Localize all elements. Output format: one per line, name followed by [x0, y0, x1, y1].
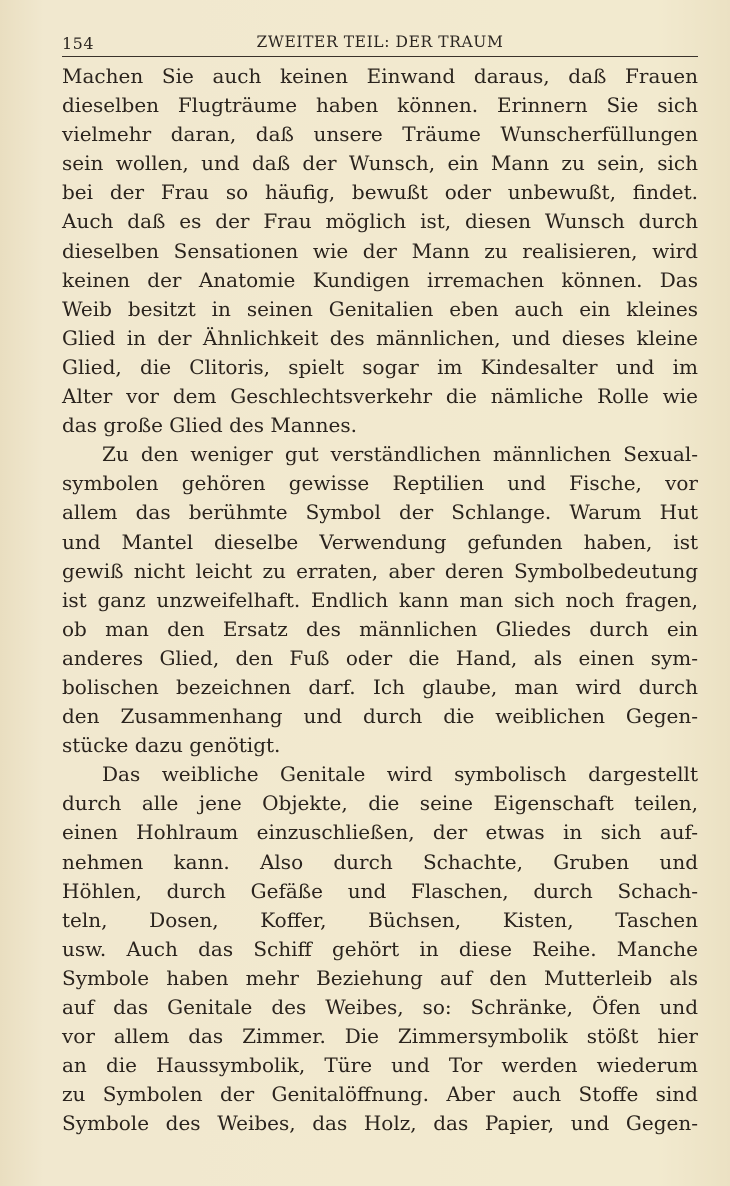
text-line: Glied in der Ähnlichkeit des männlichen, und dieses kleine: [62, 325, 698, 350]
text-line: an die Haussymbolik, Türe und Tor werden wiederum: [62, 1053, 698, 1078]
text-line: Glied, die Clitoris, spielt sogar im Kindesalter und im: [62, 354, 698, 379]
text-line: Symbole des Weibes, das Holz, das Papier, und Gegen-: [62, 1111, 698, 1136]
text-line: sein wollen, und daß der Wunsch, ein Mann zu sein, sich: [62, 151, 698, 176]
text-line: Das weibliche Genitale wird symbolisch dargestellt: [102, 762, 698, 787]
text-line: teln, Dosen, Koffer, Büchsen, Kisten, Taschen: [62, 907, 698, 932]
text-line: bolischen bezeichnen darf. Ich glaube, man wird durch: [62, 674, 698, 699]
text-line: keinen der Anatomie Kundigen irremachen können. Das: [62, 267, 698, 292]
running-head: ZWEITER TEIL: DER TRAUM: [256, 33, 504, 51]
text-line: durch alle jene Objekte, die seine Eigenschaft teilen,: [62, 791, 698, 816]
text-line: das große Glied des Mannes.: [62, 413, 357, 438]
text-line: usw. Auch das Schiff gehört in diese Reihe. Manche: [62, 936, 698, 961]
text-line: stücke dazu genötigt.: [62, 733, 281, 758]
text-line: allem das berühmte Symbol der Schlange. Warum Hut: [62, 500, 698, 525]
body-text: [62, 62, 698, 1138]
text-line: dieselben Flugträume haben können. Erinnern Sie sich: [62, 93, 698, 118]
text-line: ob man den Ersatz des männlichen Gliedes durch ein: [62, 616, 698, 641]
header-rule: [62, 56, 698, 57]
text-line: symbolen gehören gewisse Reptilien und Fische, vor: [62, 471, 698, 496]
text-line: Auch daß es der Frau möglich ist, diesen Wunsch durch: [62, 209, 698, 234]
text-line: vor allem das Zimmer. Die Zimmersymbolik stößt hier: [62, 1024, 698, 1049]
text-line: nehmen kann. Also durch Schachte, Gruben und: [62, 849, 698, 874]
page-header: [62, 30, 698, 56]
text-line: Alter vor dem Geschlechtsverkehr die nämliche Rolle wie: [62, 384, 698, 409]
text-line: dieselben Sensationen wie der Mann zu realisieren, wird: [62, 238, 698, 263]
text-line: auf das Genitale des Weibes, so: Schränke, Öfen und: [62, 995, 698, 1019]
text-line: und Mantel dieselbe Verwendung gefunden haben, ist: [62, 529, 698, 554]
text-line: Machen Sie auch keinen Einwand daraus, daß Frauen: [62, 64, 698, 88]
text-line: Zu den weniger gut verständlichen männlichen Sexual-: [102, 442, 698, 467]
text-line: Symbole haben mehr Beziehung auf den Mutterleib als: [62, 965, 698, 990]
text-line: Weib besitzt in seinen Genitalien eben auch ein kleines: [62, 296, 698, 321]
text-line: einen Hohlraum einzuschließen, der etwas in sich auf-: [62, 820, 698, 845]
text-line: Höhlen, durch Gefäße und Flaschen, durch Schach-: [62, 878, 698, 903]
text-line: bei der Frau so häufig, bewußt oder unbewußt, findet.: [62, 180, 698, 205]
text-line: anderes Glied, den Fuß oder die Hand, als einen sym-: [62, 645, 698, 670]
page-number: 154: [62, 34, 95, 53]
text-line: ist ganz unzweifelhaft. Endlich kann man sich noch fragen,: [62, 587, 698, 612]
text-line: zu Symbolen der Genitalöffnung. Aber auch Stoffe sind: [62, 1082, 698, 1107]
text-line: den Zusammenhang und durch die weiblichen Gegen-: [62, 704, 698, 729]
text-line: vielmehr daran, daß unsere Träume Wunscherfüllungen: [62, 122, 698, 147]
text-line: gewiß nicht leicht zu erraten, aber deren Symbolbedeutung: [62, 558, 698, 583]
